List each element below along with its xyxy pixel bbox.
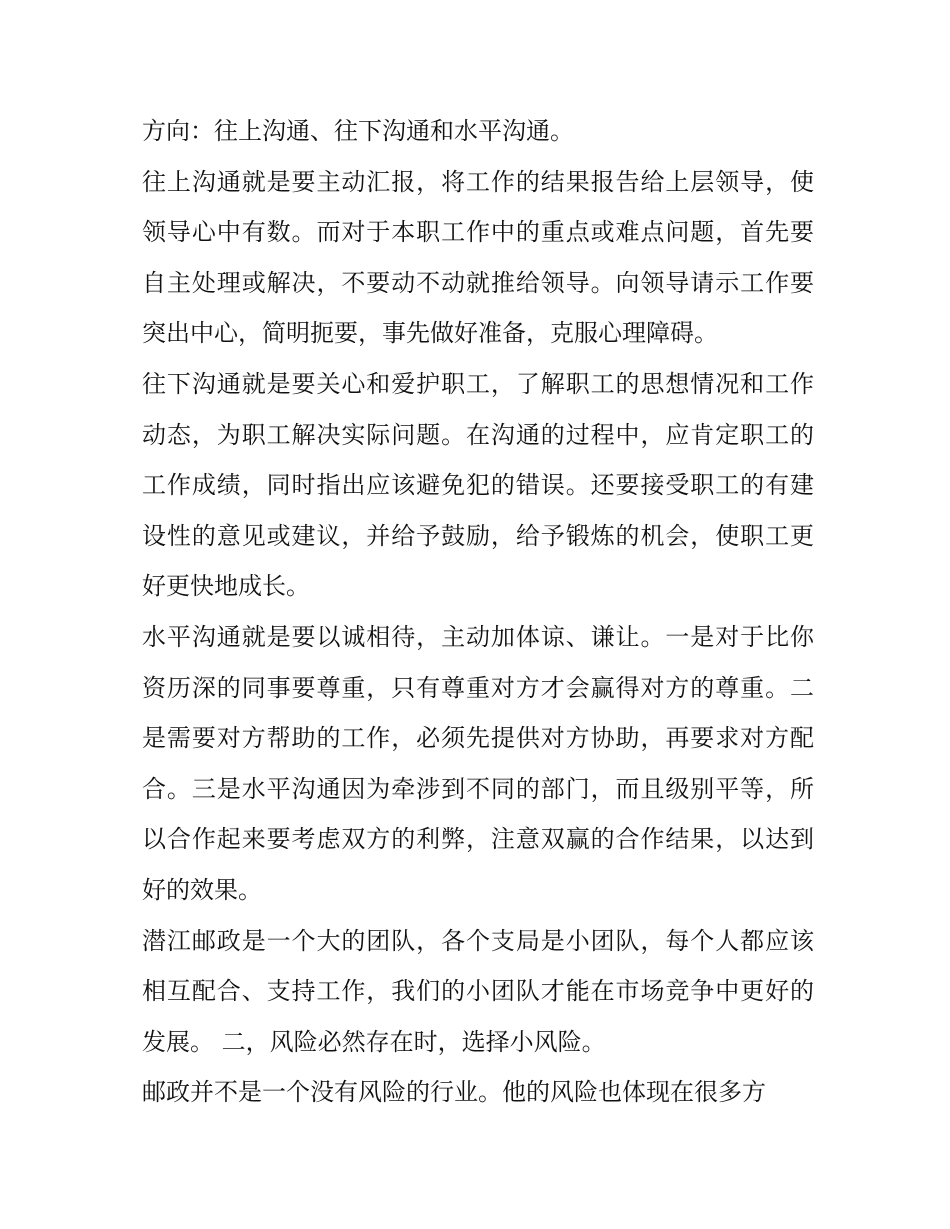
paragraph-downward-communication bbox=[142, 359, 814, 612]
text-line: 水平沟通就是要以诚相待，主动加体谅、谦让。一是对于比你 bbox=[142, 622, 814, 651]
paragraph-direction bbox=[142, 106, 814, 157]
text-line: 自主处理或解决，不要动不动就推给领导。向领导请示工作要 bbox=[142, 268, 814, 297]
paragraph-horizontal-communication bbox=[142, 612, 814, 916]
paragraph-team bbox=[142, 916, 814, 1068]
text-line: 以合作起来要考虑双方的利弊，注意双赢的合作结果，以达到 bbox=[142, 825, 814, 854]
text-line: 突出中心，简明扼要，事先做好准备，克服心理障碍。 bbox=[142, 319, 718, 348]
text-line: 好更快地成长。 bbox=[142, 572, 310, 601]
text-line: 相互配合、支持工作，我们的小团队才能在市场竞争中更好的 bbox=[142, 977, 814, 1006]
text-line: 好的效果。 bbox=[142, 875, 262, 904]
text-line: 工作成绩，同时指出应该避免犯的错误。还要接受职工的有建 bbox=[142, 471, 814, 500]
text-line: 资历深的同事要尊重，只有尊重对方才会赢得对方的尊重。二 bbox=[142, 673, 814, 702]
document-body bbox=[142, 106, 814, 1118]
text-line: 往下沟通就是要关心和爱护职工，了解职工的思想情况和工作 bbox=[142, 369, 814, 398]
text-line: 往上沟通就是要主动汇报，将工作的结果报告给上层领导，使 bbox=[142, 167, 814, 196]
text-line: 动态，为职工解决实际问题。在沟通的过程中，应肯定职工的 bbox=[142, 420, 814, 449]
paragraph-upward-communication bbox=[142, 157, 814, 359]
text-line: 领导心中有数。而对于本职工作中的重点或难点问题，首先要 bbox=[142, 218, 814, 247]
text-line: 发展。 二，风险必然存在时，选择小风险。 bbox=[142, 1027, 606, 1056]
text-line: 合。三是水平沟通因为牵涉到不同的部门，而且级别平等，所 bbox=[142, 774, 814, 803]
text-line: 方向：往上沟通、往下沟通和水平沟通。 bbox=[142, 117, 574, 145]
text-line: 设性的意见或建议，并给予鼓励，给予锻炼的机会，使职工更 bbox=[142, 521, 814, 550]
text-line: 是需要对方帮助的工作，必须先提供对方协助，再要求对方配 bbox=[142, 724, 814, 753]
paragraph-risk bbox=[142, 1067, 814, 1118]
text-line: 邮政并不是一个没有风险的行业。他的风险也体现在很多方 bbox=[142, 1078, 766, 1107]
text-line: 潜江邮政是一个大的团队，各个支局是小团队，每个人都应该 bbox=[142, 926, 814, 955]
